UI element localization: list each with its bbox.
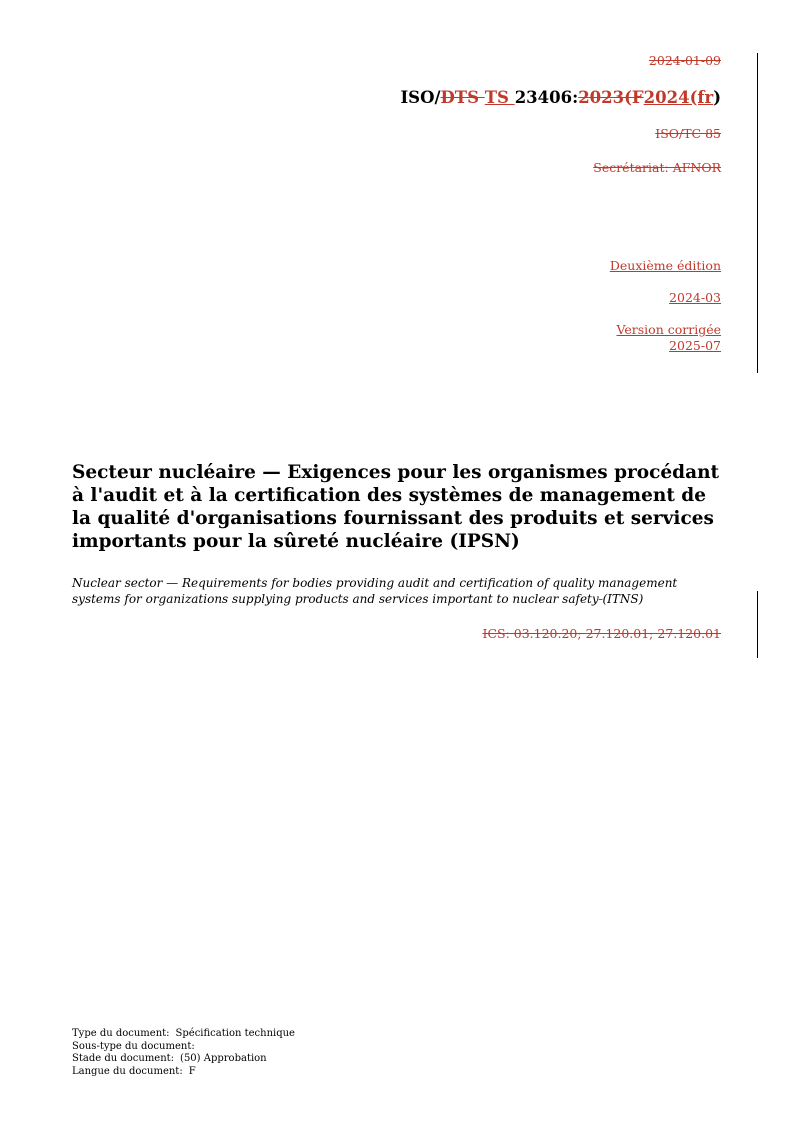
committee-text: ISO/TC 85: [655, 126, 721, 141]
meta-value: Spécification technique: [175, 1028, 295, 1039]
meta-row-subtype: [72, 1041, 295, 1054]
meta-label: Stade du document:: [72, 1053, 175, 1064]
meta-label: Langue du document:: [72, 1065, 183, 1077]
designation-inserted-type: TS: [484, 88, 515, 107]
designation-inserted-year: 2024(fr: [643, 88, 714, 107]
designation-deleted-year: 2023(F: [578, 88, 644, 107]
meta-row-language: [72, 1066, 295, 1079]
designation-suffix: ): [713, 88, 721, 107]
english-title-main: Nuclear sector — Requirements for bodies providing audit and certification of quality management systems for organizations supplying products and services important to nuclear safety: [72, 576, 678, 606]
english-title: [72, 575, 722, 607]
publication-date: 2024-03: [669, 290, 721, 305]
designation-prefix: ISO/: [400, 88, 441, 107]
document-designation: [400, 88, 721, 107]
dated-text: 2024-01-09: [648, 53, 721, 68]
change-bar-top: [757, 53, 758, 373]
designation-deleted-type: DTS: [440, 88, 485, 107]
designation-number: 23406:: [514, 88, 579, 107]
meta-row-type: [72, 1028, 295, 1041]
ics-codes: ICS: 03.120.20; 27.120.01; 27.120.01: [482, 626, 721, 641]
meta-value: F: [188, 1065, 196, 1077]
meta-row-stage: [72, 1053, 295, 1066]
corrected-version: [617, 322, 722, 354]
secretariat-text: Secrétariat: AFNOR: [593, 160, 721, 175]
meta-label: Type du document:: [72, 1028, 170, 1039]
english-title-tail: (ITNS): [602, 592, 644, 606]
french-title: Secteur nucléaire — Exigences pour les organismes procédant à l'audit et à la certification des systèmes de management de la qualité d'organisations fournissant des produits et services importants pour la sûreté nucléaire (IPSN): [72, 462, 720, 552]
change-bar-middle: [757, 591, 758, 658]
meta-value: (50) Approbation: [180, 1053, 267, 1064]
document-metadata: [72, 1028, 295, 1078]
meta-label: Sous-type du document:: [72, 1040, 195, 1052]
edition-text: Deuxième édition: [609, 258, 721, 273]
corrected-version-label: Version corrigée: [616, 322, 721, 337]
corrected-version-date: 2025-07: [669, 338, 721, 353]
